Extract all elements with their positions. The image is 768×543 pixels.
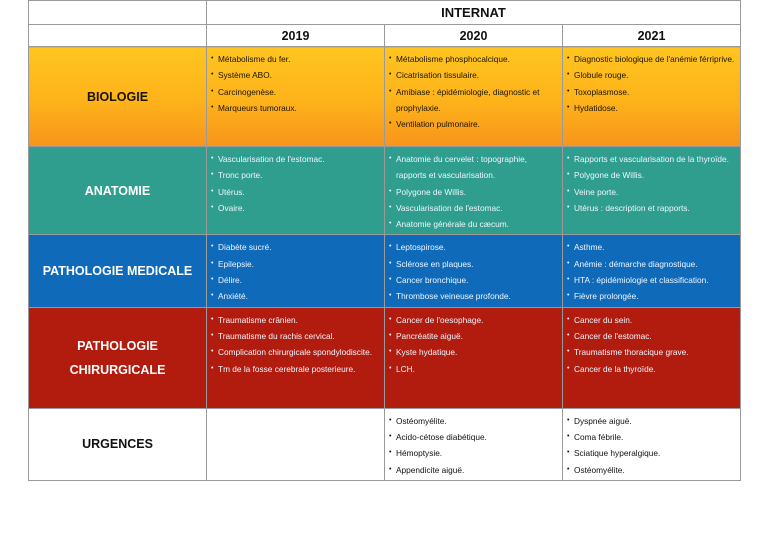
topic-item: • Epilepsie.: [211, 256, 380, 272]
topic-item: • Traumatisme crânien.: [211, 312, 380, 328]
topic-list: [563, 308, 740, 379]
year-2021-header: 2021: [563, 25, 741, 47]
category-label: BIOLOGIE: [86, 89, 149, 104]
category-label-line-2: CHIRURGICALE: [69, 362, 166, 377]
topic-item: • Anxiété.: [211, 288, 380, 304]
cell-biologie-2019: [207, 47, 385, 147]
cell-biologie-2020: [385, 47, 563, 147]
corner-cell: [29, 1, 207, 25]
cell-chirurgicale-2021: [563, 307, 741, 408]
topic-item: • Délire.: [211, 272, 380, 288]
topic-item: • Dyspnée aiguë.: [567, 413, 736, 429]
topic-list: [385, 235, 562, 306]
topic-list: [207, 147, 384, 218]
cell-medicale-2019: [207, 235, 385, 307]
internat-table: [28, 0, 741, 481]
topic-item: • Sclérose en plaques.: [389, 256, 558, 272]
topic-item: • Cicatrisation tissulaire.: [389, 67, 558, 83]
cell-medicale-2020: [385, 235, 563, 307]
category-pathologie-chirurgicale: [29, 307, 207, 408]
topic-item: • LCH.: [389, 361, 558, 377]
category-anatomie: [29, 147, 207, 235]
topic-item: • Rapports et vascularisation de la thyroïde.: [567, 151, 736, 167]
topic-item: • Ventilation pulmonaire.: [389, 116, 558, 132]
topic-list: [207, 235, 384, 306]
topic-item: • Cancer de la thyroïde.: [567, 361, 736, 377]
corner-cell-2: [29, 25, 207, 47]
topic-item: • Vascularisation de l'estomac.: [389, 200, 558, 216]
topic-item: • Asthme.: [567, 239, 736, 255]
topic-item: • Utérus.: [211, 184, 380, 200]
topic-item: • Thrombose veineuse profonde.: [389, 288, 558, 304]
category-biologie: [29, 47, 207, 147]
topic-list: [563, 409, 740, 480]
topic-item: • Traumatisme du rachis cervical.: [211, 328, 380, 344]
cell-chirurgicale-2019: [207, 307, 385, 408]
topic-item: • Ovaire.: [211, 200, 380, 216]
topic-item: • Appendicite aiguë.: [389, 462, 558, 478]
topic-item: • Cancer bronchique.: [389, 272, 558, 288]
topic-list: [563, 147, 740, 218]
topic-list: [385, 409, 562, 480]
topic-item: • Globule rouge.: [567, 67, 736, 83]
row-pathologie-chirurgicale: [29, 307, 741, 408]
cell-medicale-2021: [563, 235, 741, 307]
row-biologie: [29, 47, 741, 147]
cell-anatomie-2021: [563, 147, 741, 235]
topic-item: • Polygone de Willis.: [389, 184, 558, 200]
topic-item: • Hémoptysie.: [389, 445, 558, 461]
topic-item: • Pancréatite aiguë.: [389, 328, 558, 344]
topic-item: • Ostéomyélite.: [389, 413, 558, 429]
year-row: [29, 25, 741, 47]
topic-item: • Kyste hydatique.: [389, 344, 558, 360]
topic-item: • Métabolisme phosphocalcique.: [389, 51, 558, 67]
topic-item: • Système ABO.: [211, 67, 380, 83]
row-pathologie-medicale: [29, 235, 741, 307]
cell-urgences-2020: [385, 408, 563, 480]
topic-item: • Tronc porte.: [211, 167, 380, 183]
category-pathologie-medicale: [29, 235, 207, 307]
topic-item: • Coma fébrile.: [567, 429, 736, 445]
topic-item: • Polygone de Willis.: [567, 167, 736, 183]
topic-item: • Anatomie générale du cæcum.: [389, 216, 558, 232]
topic-item: • Traumatisme thoracique grave.: [567, 344, 736, 360]
cell-biologie-2021: [563, 47, 741, 147]
topic-item: • Vascularisation de l'estomac.: [211, 151, 380, 167]
cell-urgences-2021: [563, 408, 741, 480]
cell-chirurgicale-2020: [385, 307, 563, 408]
topic-item: • Sciatique hyperalgique.: [567, 445, 736, 461]
topic-item: • Leptospirose.: [389, 239, 558, 255]
topic-list: [385, 47, 562, 134]
category-urgences: [29, 408, 207, 480]
topic-item: • Acido-cétose diabétique.: [389, 429, 558, 445]
category-label: PATHOLOGIE MEDICALE: [42, 264, 193, 279]
row-anatomie: [29, 147, 741, 235]
cell-urgences-2019: [207, 408, 385, 480]
topic-item: • Veine porte.: [567, 184, 736, 200]
topic-list: [385, 147, 562, 234]
topic-list: [563, 47, 740, 118]
topic-item: • Fièvre prolongée.: [567, 288, 736, 304]
category-label: URGENCES: [82, 437, 153, 452]
topic-item: • Utérus : description et rapports.: [567, 200, 736, 216]
topic-list: [207, 308, 384, 379]
topic-item: • Métabolisme du fer.: [211, 51, 380, 67]
title-row: [29, 1, 741, 25]
category-label-line-1: PATHOLOGIE: [77, 338, 158, 353]
topic-item: • Tm de la fosse cerebrale posterieure.: [211, 361, 380, 377]
topic-item: • Anatomie du cervelet : topographie, rapports et vascularisation.: [389, 151, 558, 184]
topic-item: • Toxoplasmose.: [567, 84, 736, 100]
topic-item: • Hydatidose.: [567, 100, 736, 116]
category-label: ANATOMIE: [84, 183, 151, 198]
topic-item: • Cancer du sein.: [567, 312, 736, 328]
topic-item: • Anémie : démarche diagnostique.: [567, 256, 736, 272]
topic-item: • Diabète sucré.: [211, 239, 380, 255]
topic-list: [207, 47, 384, 118]
topic-list: [563, 235, 740, 306]
topic-item: • HTA : épidémiologie et classification.: [567, 272, 736, 288]
topic-item: • Cancer de l'estomac.: [567, 328, 736, 344]
year-2020-header: 2020: [385, 25, 563, 47]
topic-item: • Amibiase : épidémiologie, diagnostic et prophylaxie.: [389, 84, 558, 117]
topic-item: • Marqueurs tumoraux.: [211, 100, 380, 116]
topic-item: • Carcinogenèse.: [211, 84, 380, 100]
cell-anatomie-2020: [385, 147, 563, 235]
topic-list: [207, 409, 384, 415]
cell-anatomie-2019: [207, 147, 385, 235]
topic-item: • Complication chirurgicale spondylodiscite.: [211, 344, 380, 360]
topic-item: • Diagnostic biologique de l'anémie férriprive.: [567, 51, 736, 67]
year-2019-header: 2019: [207, 25, 385, 47]
table-title: INTERNAT: [207, 1, 741, 25]
row-urgences: [29, 408, 741, 480]
topic-item: • Ostéomyélite.: [567, 462, 736, 478]
topic-list: [385, 308, 562, 379]
topic-item: • Cancer de l'oesophage.: [389, 312, 558, 328]
